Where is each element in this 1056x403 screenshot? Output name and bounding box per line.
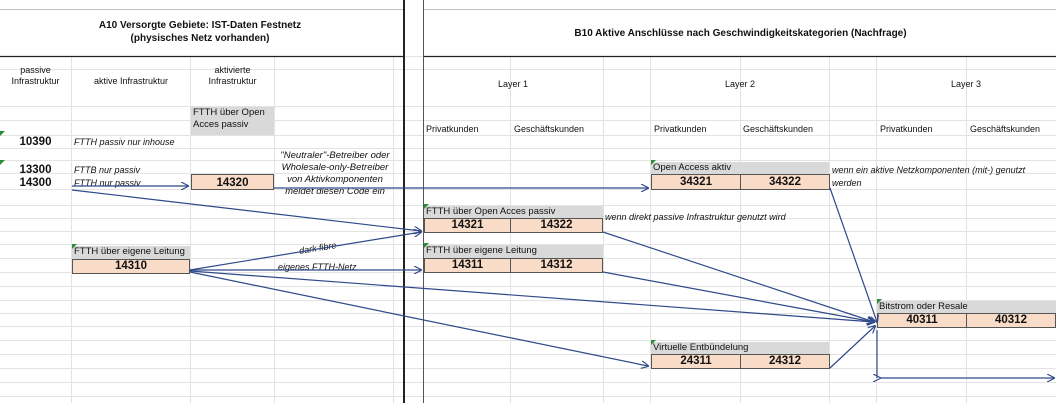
dark-fibre-label: dark fibre xyxy=(298,240,338,256)
layer-3-header: Layer 3 xyxy=(950,79,982,89)
col-header-activated: aktivierte Infrastruktur xyxy=(208,65,257,86)
eigenes-ftth-netz-label: eigenes FTTH-Netz xyxy=(278,262,357,272)
layer1-geschaeft-header: Geschäftskunden xyxy=(514,124,585,134)
ftth-eigene-leitung-label-b: FTTH über eigene Leitung xyxy=(424,245,603,258)
arrow-14300-to-ftth-oa-passiv xyxy=(72,190,421,231)
label-ftth-nur-passiv: FTTH nur passiv xyxy=(74,178,141,188)
layer-1-header: Layer 1 xyxy=(497,79,529,89)
code-40312: 40312 xyxy=(966,313,1056,328)
arrow-open-access-to-bitstrom xyxy=(830,188,877,322)
arrow-14310-to-bitstrom xyxy=(190,271,874,322)
arrow-14310-to-virtuelle xyxy=(190,272,648,366)
col-header-passive: passive Infrastruktur xyxy=(11,65,60,86)
layer3-privat-header: Privatkunden xyxy=(880,124,933,134)
open-access-note-line1: wenn ein aktive Netzkomponenten (mit-) genutzt xyxy=(832,165,1026,175)
code-14320: 14320 xyxy=(191,174,274,190)
section-b-title: B10 Aktive Anschlüsse nach Geschwindigkeitskategorien (Nachfrage) xyxy=(574,28,907,39)
open-access-note-line2: werden xyxy=(832,178,862,188)
arrow-virtuelle-to-bitstrom xyxy=(830,326,875,368)
ftth-open-access-passiv-label-b: FTTH über Open Acces passiv xyxy=(424,206,603,219)
arrow-14310-dark-fibre xyxy=(190,232,421,270)
arrow-14322-to-bitstrom xyxy=(603,232,874,322)
code-34322: 34322 xyxy=(740,174,830,190)
neutral-operator-note: "Neutraler"-Betreiber oder Wholesale-only-Betreiber von Aktivkomponenten meldet diesen Code ein xyxy=(280,150,390,197)
label-fttb-nur-passiv: FTTB nur passiv xyxy=(74,165,141,175)
layer1-privat-header: Privatkunden xyxy=(426,124,479,134)
ftth-eigene-leitung-label-a: FTTH über eigene Leitung xyxy=(72,246,190,259)
code-10390: 10390 xyxy=(19,136,52,148)
code-14321: 14321 xyxy=(424,218,511,233)
code-24312: 24312 xyxy=(740,354,830,369)
code-13300: 13300 xyxy=(19,164,52,176)
open-access-aktiv-label: Open Access aktiv xyxy=(651,162,829,175)
virtuelle-entbuendelung-label: Virtuelle Entbündelung xyxy=(651,342,829,355)
code-40311: 40311 xyxy=(877,313,967,328)
bitstrom-resale-label: Bitstrom oder Resale xyxy=(877,301,1056,314)
layer3-geschaeft-header: Geschäftskunden xyxy=(970,124,1041,134)
code-14310: 14310 xyxy=(72,259,190,274)
code-14300: 14300 xyxy=(19,177,52,189)
ftth-open-access-passiv-label-a: FTTH über Open Acces passiv xyxy=(191,107,274,135)
code-24311: 24311 xyxy=(651,354,741,369)
col-header-active: aktive Infrastruktur xyxy=(93,76,169,86)
code-14322: 14322 xyxy=(510,218,603,233)
layer2-geschaeft-header: Geschäftskunden xyxy=(743,124,814,134)
passiv-note: wenn direkt passive Infrastruktur genutzt wird xyxy=(605,212,786,222)
layer-2-header: Layer 2 xyxy=(724,79,756,89)
layer2-privat-header: Privatkunden xyxy=(654,124,707,134)
code-14311: 14311 xyxy=(424,258,511,273)
section-a-title: A10 Versorgte Gebiete: IST-Daten Festnetz (physisches Netz vorhanden) xyxy=(98,20,302,44)
code-14312: 14312 xyxy=(510,258,603,273)
label-ftth-passiv-inhouse: FTTH passiv nur inhouse xyxy=(74,137,175,147)
code-34321: 34321 xyxy=(651,174,741,190)
arrow-14312-to-bitstrom xyxy=(603,272,874,322)
